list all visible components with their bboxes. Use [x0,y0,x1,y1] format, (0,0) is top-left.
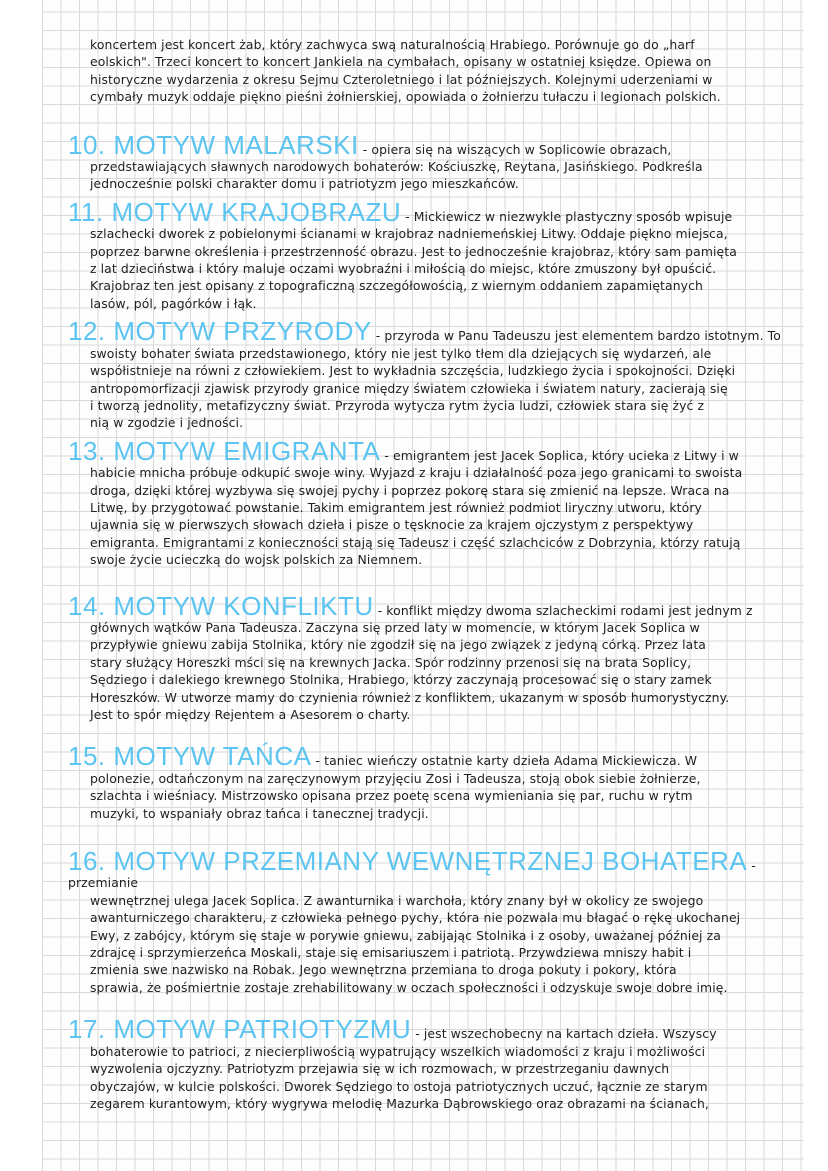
intro-line: cymbały muzyk oddaje piękno pieśni żołnierskiej, opowiada o żołnierzu tułaczu i legionach polskich. [90,89,721,105]
section-line: jednocześnie polski charakter domu i patriotyzm jego mieszkańców. [90,176,519,192]
section-title: 14. MOTYW KONFLIKTU [68,590,374,621]
section-heading-line [68,435,788,466]
section-line: zdrajcę i sprzymierzeńca Moskali, staje się emisariuszem i patriotą. Przywdziewa mniszy habit i [90,945,692,961]
section-first-line: - taniec wieńczy ostatnie karty dzieła Adama Mickiewicza. W [311,753,698,769]
section-heading-line [68,741,788,772]
notes-content [68,36,788,1112]
section-line: Jest to spór między Rejentem a Asesorem o charty. [90,707,411,722]
section-title: 11. MOTYW KRAJOBRAZU [68,196,402,227]
section-line: wyzwolenia ojczyzny. Patriotyzm przejawia się w ich rozmowach, w przestrzeganiu dawnych [90,1061,670,1077]
section-first-line: - jest wszechobecny na kartach dzieła. Wszyscy [411,1026,717,1042]
section-first-line: - przemianie [68,858,756,891]
section-title: 12. MOTYW PRZYRODY [68,316,372,347]
section-line: szlachta i wieśniacy. Mistrzowsko opisana przez poetę scena wymieniania się par, ruchu w rytm [90,788,693,804]
section-line: poprzez barwne określenia i przestrzenność obrazu. Jest to jednocześnie krajobraz, który sam pamięta [90,243,737,259]
section-line: antropomorfizacji zjawisk przyrody granice między światem człowieka i światem natury, zacierają się [90,380,728,396]
section-line: przypływie gniewu zabija Stolnika, który nie zgodził się na jego związek z jedyną córką. Przez lata [90,637,707,653]
section-motyw-przemiany [68,848,788,996]
section-heading-line [68,129,788,160]
section-line: współistnieje na równi z człowiekiem. Jest to wykładnia szczęścia, ludzkiego życia i spokojności. Dzięki [90,363,736,379]
section-line: nią w zgodzie i jedności. [90,415,244,431]
section-title: 13. MOTYW EMIGRANTA [68,435,381,466]
section-line: szlachecki dworek z pobielonymi ścianami w krajobraz nadniemeńskiej Litwy. Oddaje piękno miejsca, [90,226,728,242]
section-line: emigranta. Emigrantami z konieczności stają się Tadeusz i część szlachciców z Dobrzynia, którzy ratują [90,534,741,550]
section-heading-line [68,1014,788,1045]
section-first-line: - opiera się na wiszących w Soplicowie obrazach, [358,141,672,157]
section-line: Sędziego i dalekiego krewnego Stolnika, Hrabiego, którzy zaczynają procesować się o stary zamek [90,672,712,688]
section-motyw-patriotyzmu [68,1016,788,1112]
page-margin-left [0,0,42,1171]
section-line: Horeszków. W utworze mamy do czynienia również z konfliktem, ukazanym w sposób humorystyczny. [90,689,730,705]
section-line: i tworzą jednolity, metafizyczny świat. Przyroda wytycza rytm życia ludzi, człowiek stara się żyć z [90,397,705,413]
section-motyw-przyrody [68,318,788,431]
intro-paragraph [68,36,788,106]
section-line: z lat dzieciństwa i który maluje oczami wyobraźni i miłością do miejsc, które zmuszony był opuścić. [90,261,717,277]
intro-line: koncertem jest koncert żab, który zachwyca swą naturalnością Hrabiego. Porównuje go do „harf [90,37,695,52]
section-first-line: - Mickiewicz w niezwykle plastyczny sposób wpisuje [401,208,733,224]
section-motyw-tanca [68,743,788,822]
section-line: zegarem kurantowym, który wygrywa melodię Mazurka Dąbrowskiego oraz obrazami na ścianach, [90,1095,709,1111]
section-line: Ewy, z zabójcy, którym się staje w porywie gniewu, zabijając Stolnika i z osoby, uważanej później za [90,927,721,943]
section-first-line: - emigrantem jest Jacek Soplica, który ucieka z Litwy i w [380,447,739,463]
section-line: Krajobraz ten jest opisany z topograficzną szczegółowością, z wiernym oddaniem zapamiętanych [90,278,703,294]
section-line: Litwę, by przygotować powstanie. Takim emigrantem jest również podmiot liryczny utworu, który [90,499,702,515]
section-heading-line [68,848,788,892]
section-title: 17. MOTYW PATRIOTYZMU [68,1014,412,1045]
section-line: lasów, pól, pagórków i łąk. [90,295,257,311]
section-line: ujawnia się w pierwszych słowach dzieła i pisze o tęsknocie za krajem ojczystym z perspektywy [90,517,694,533]
section-motyw-emigranta [68,435,788,569]
section-line: sprawia, że pośmiertnie zostaje zrehabilitowany w oczach społeczności i odzyskuje swoje dobre imię. [90,979,728,995]
section-line: droga, dzięki której wyzbywa się swojej pychy i poprzez pokorę stara się zmienić na lepsze. Wraca na [90,482,730,498]
section-line: swoje życie ucieczką do wojsk polskich za Niemnem. [90,552,423,568]
section-motyw-konfliktu [68,590,788,724]
section-motyw-malarski [68,129,788,193]
section-first-line: - przyroda w Panu Tadeuszu jest elementem bardzo istotnym. To [371,328,781,344]
section-heading-line [68,196,788,227]
section-line: bohaterowie to patrioci, z niecierpliwością wypatrujący wszelkich wiadomości z kraju i możliwości [90,1043,706,1059]
section-line: habicie mnicha próbuje odkupić swoje winy. Wyjazd z kraju i działalność poza jego granicami to swoista [90,465,743,481]
section-title: 15. MOTYW TAŃCA [68,741,312,772]
intro-line: historyczne wydarzenia z okresu Sejmu Czteroletniego i lat późniejszych. Kolejnymi uderzeniami w [90,71,713,87]
section-line: swoisty bohater świata przedstawionego, który nie jest tylko tłem dla dziejących się wydarzeń, ale [90,345,712,361]
section-line: awanturniczego charakteru, z człowieka pełnego pychy, która nie pozwala mu błagać o rękę ukochanej [90,910,741,926]
section-line: obyczajów, w kulcie polskości. Dworek Sędziego to ostoja patriotycznych uczuć, łącznie ze starym [90,1078,708,1094]
intro-line: eolskich". Trzeci koncert to koncert Jankiela na cymbałach, opisany w ostatniej księdze. Opiewa on [90,54,712,70]
section-line: polonezie, odtańczonym na zaręczynowym przyjęciu Zosi i Tadeusza, stoją obok siebie żołnierze, [90,770,701,786]
section-line: stary służący Horeszki mści się na krewnych Jacka. Spór rodzinny przenosi się na brata Soplicy, [90,654,692,670]
section-line: zmienia swe nazwisko na Robak. Jego wewnętrzna przemiana to droga pokuty i pokory, która [90,962,677,978]
section-line: wewnętrznej ulega Jacek Soplica. Z awanturnika i warchoła, który znany był w okolicy ze swojego [90,892,704,908]
section-title: 10. MOTYW MALARSKI [68,129,359,160]
page-margin-right [804,0,828,1171]
section-heading-line [68,590,788,621]
section-line: przedstawiających sławnych narodowych bohaterów: Kościuszkę, Reytana, Jasińskiego. Podkreśla [90,159,703,175]
section-title: 16. MOTYW PRZEMIANY WEWNĘTRZNEJ BOHATERA [68,846,748,877]
section-line: muzyki, to wspaniały obraz tańca i tanecznej tradycji. [90,805,429,821]
section-line: głównych wątków Pana Tadeusza. Zaczyna się przed laty w momencie, w którym Jacek Soplica w [90,619,700,635]
section-heading-line [68,316,788,347]
section-first-line: - konflikt między dwoma szlacheckimi rodami jest jednym z [373,602,753,618]
section-motyw-krajobrazu [68,196,788,312]
